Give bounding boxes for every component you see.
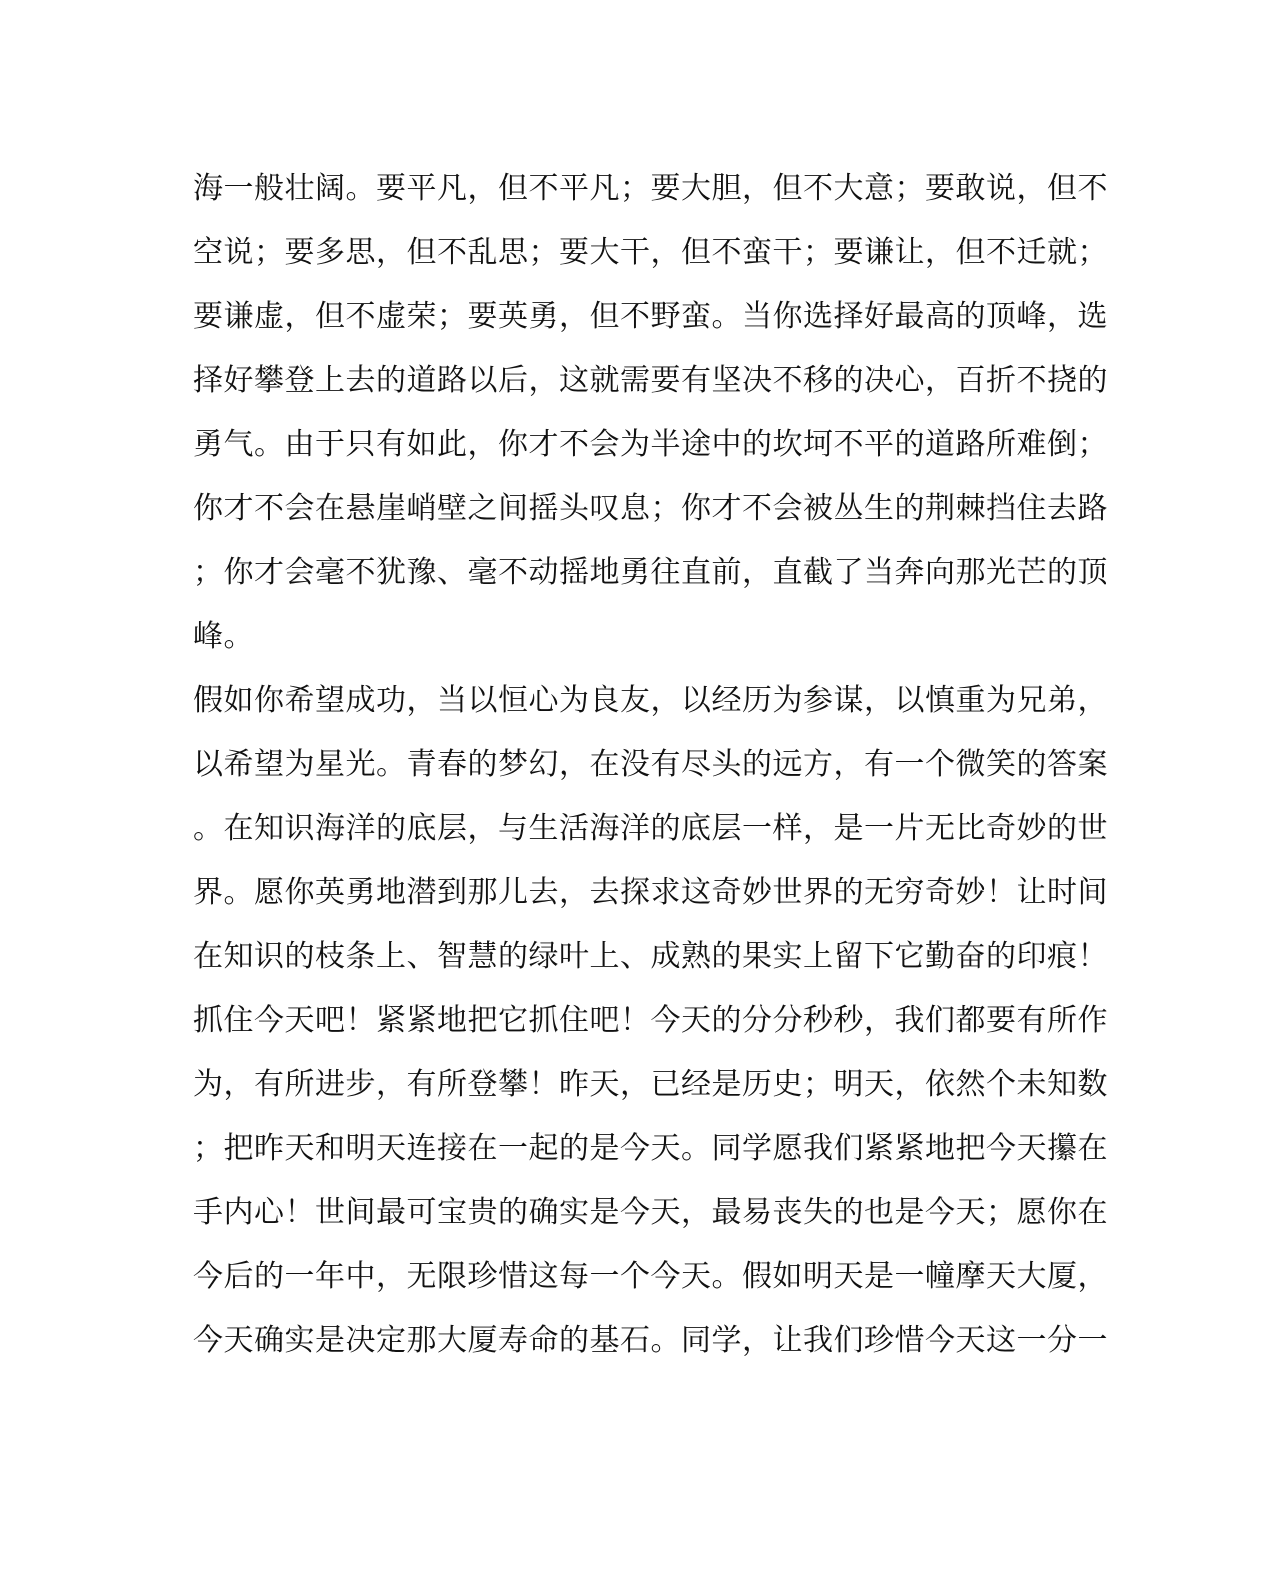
text-line: 你才不会在悬崖峭壁之间摇头叹息；你才不会被丛生的荆棘挡住去路 (193, 491, 1108, 526)
text-line: 峰。 (193, 619, 254, 654)
text-line: 界。愿你英勇地潜到那儿去，去探求这奇妙世界的无穷奇妙！让时间 (193, 875, 1108, 910)
text-line: ；把昨天和明天连接在一起的是今天。同学愿我们紧紧地把今天攥在 (193, 1131, 1108, 1166)
text-line: 假如你希望成功，当以恒心为良友，以经历为参谋，以慎重为兄弟， (193, 683, 1108, 718)
document-body (193, 157, 1108, 1373)
text-line: 今后的一年中，无限珍惜这每一个今天。假如明天是一幢摩天大厦， (193, 1259, 1108, 1294)
text-line: 择好攀登上去的道路以后，这就需要有坚决不移的决心，百折不挠的 (193, 363, 1108, 398)
text-line: 手内心！世间最可宝贵的确实是今天，最易丧失的也是今天；愿你在 (193, 1195, 1108, 1230)
text-line: 空说；要多思，但不乱思；要大干，但不蛮干；要谦让，但不迁就； (193, 235, 1108, 270)
text-line: 要谦虚，但不虚荣；要英勇，但不野蛮。当你选择好最高的顶峰，选 (193, 299, 1108, 334)
text-line: 以希望为星光。青春的梦幻，在没有尽头的远方，有一个微笑的答案 (193, 747, 1108, 782)
text-line: 在知识的枝条上、智慧的绿叶上、成熟的果实上留下它勤奋的印痕！ (193, 939, 1108, 974)
text-line: 勇气。由于只有如此，你才不会为半途中的坎坷不平的道路所难倒； (193, 427, 1108, 462)
text-line: 今天确实是决定那大厦寿命的基石。同学，让我们珍惜今天这一分一 (193, 1323, 1108, 1358)
text-line: 海一般壮阔。要平凡，但不平凡；要大胆，但不大意；要敢说，但不 (193, 171, 1108, 206)
text-line: 为，有所进步，有所登攀！昨天，已经是历史；明天，依然个未知数 (193, 1067, 1108, 1102)
text-line: ；你才会毫不犹豫、毫不动摇地勇往直前，直截了当奔向那光芒的顶 (193, 555, 1108, 590)
text-line: 抓住今天吧！紧紧地把它抓住吧！今天的分分秒秒，我们都要有所作 (193, 1003, 1108, 1038)
text-line: 。在知识海洋的底层，与生活海洋的底层一样，是一片无比奇妙的世 (193, 811, 1108, 846)
